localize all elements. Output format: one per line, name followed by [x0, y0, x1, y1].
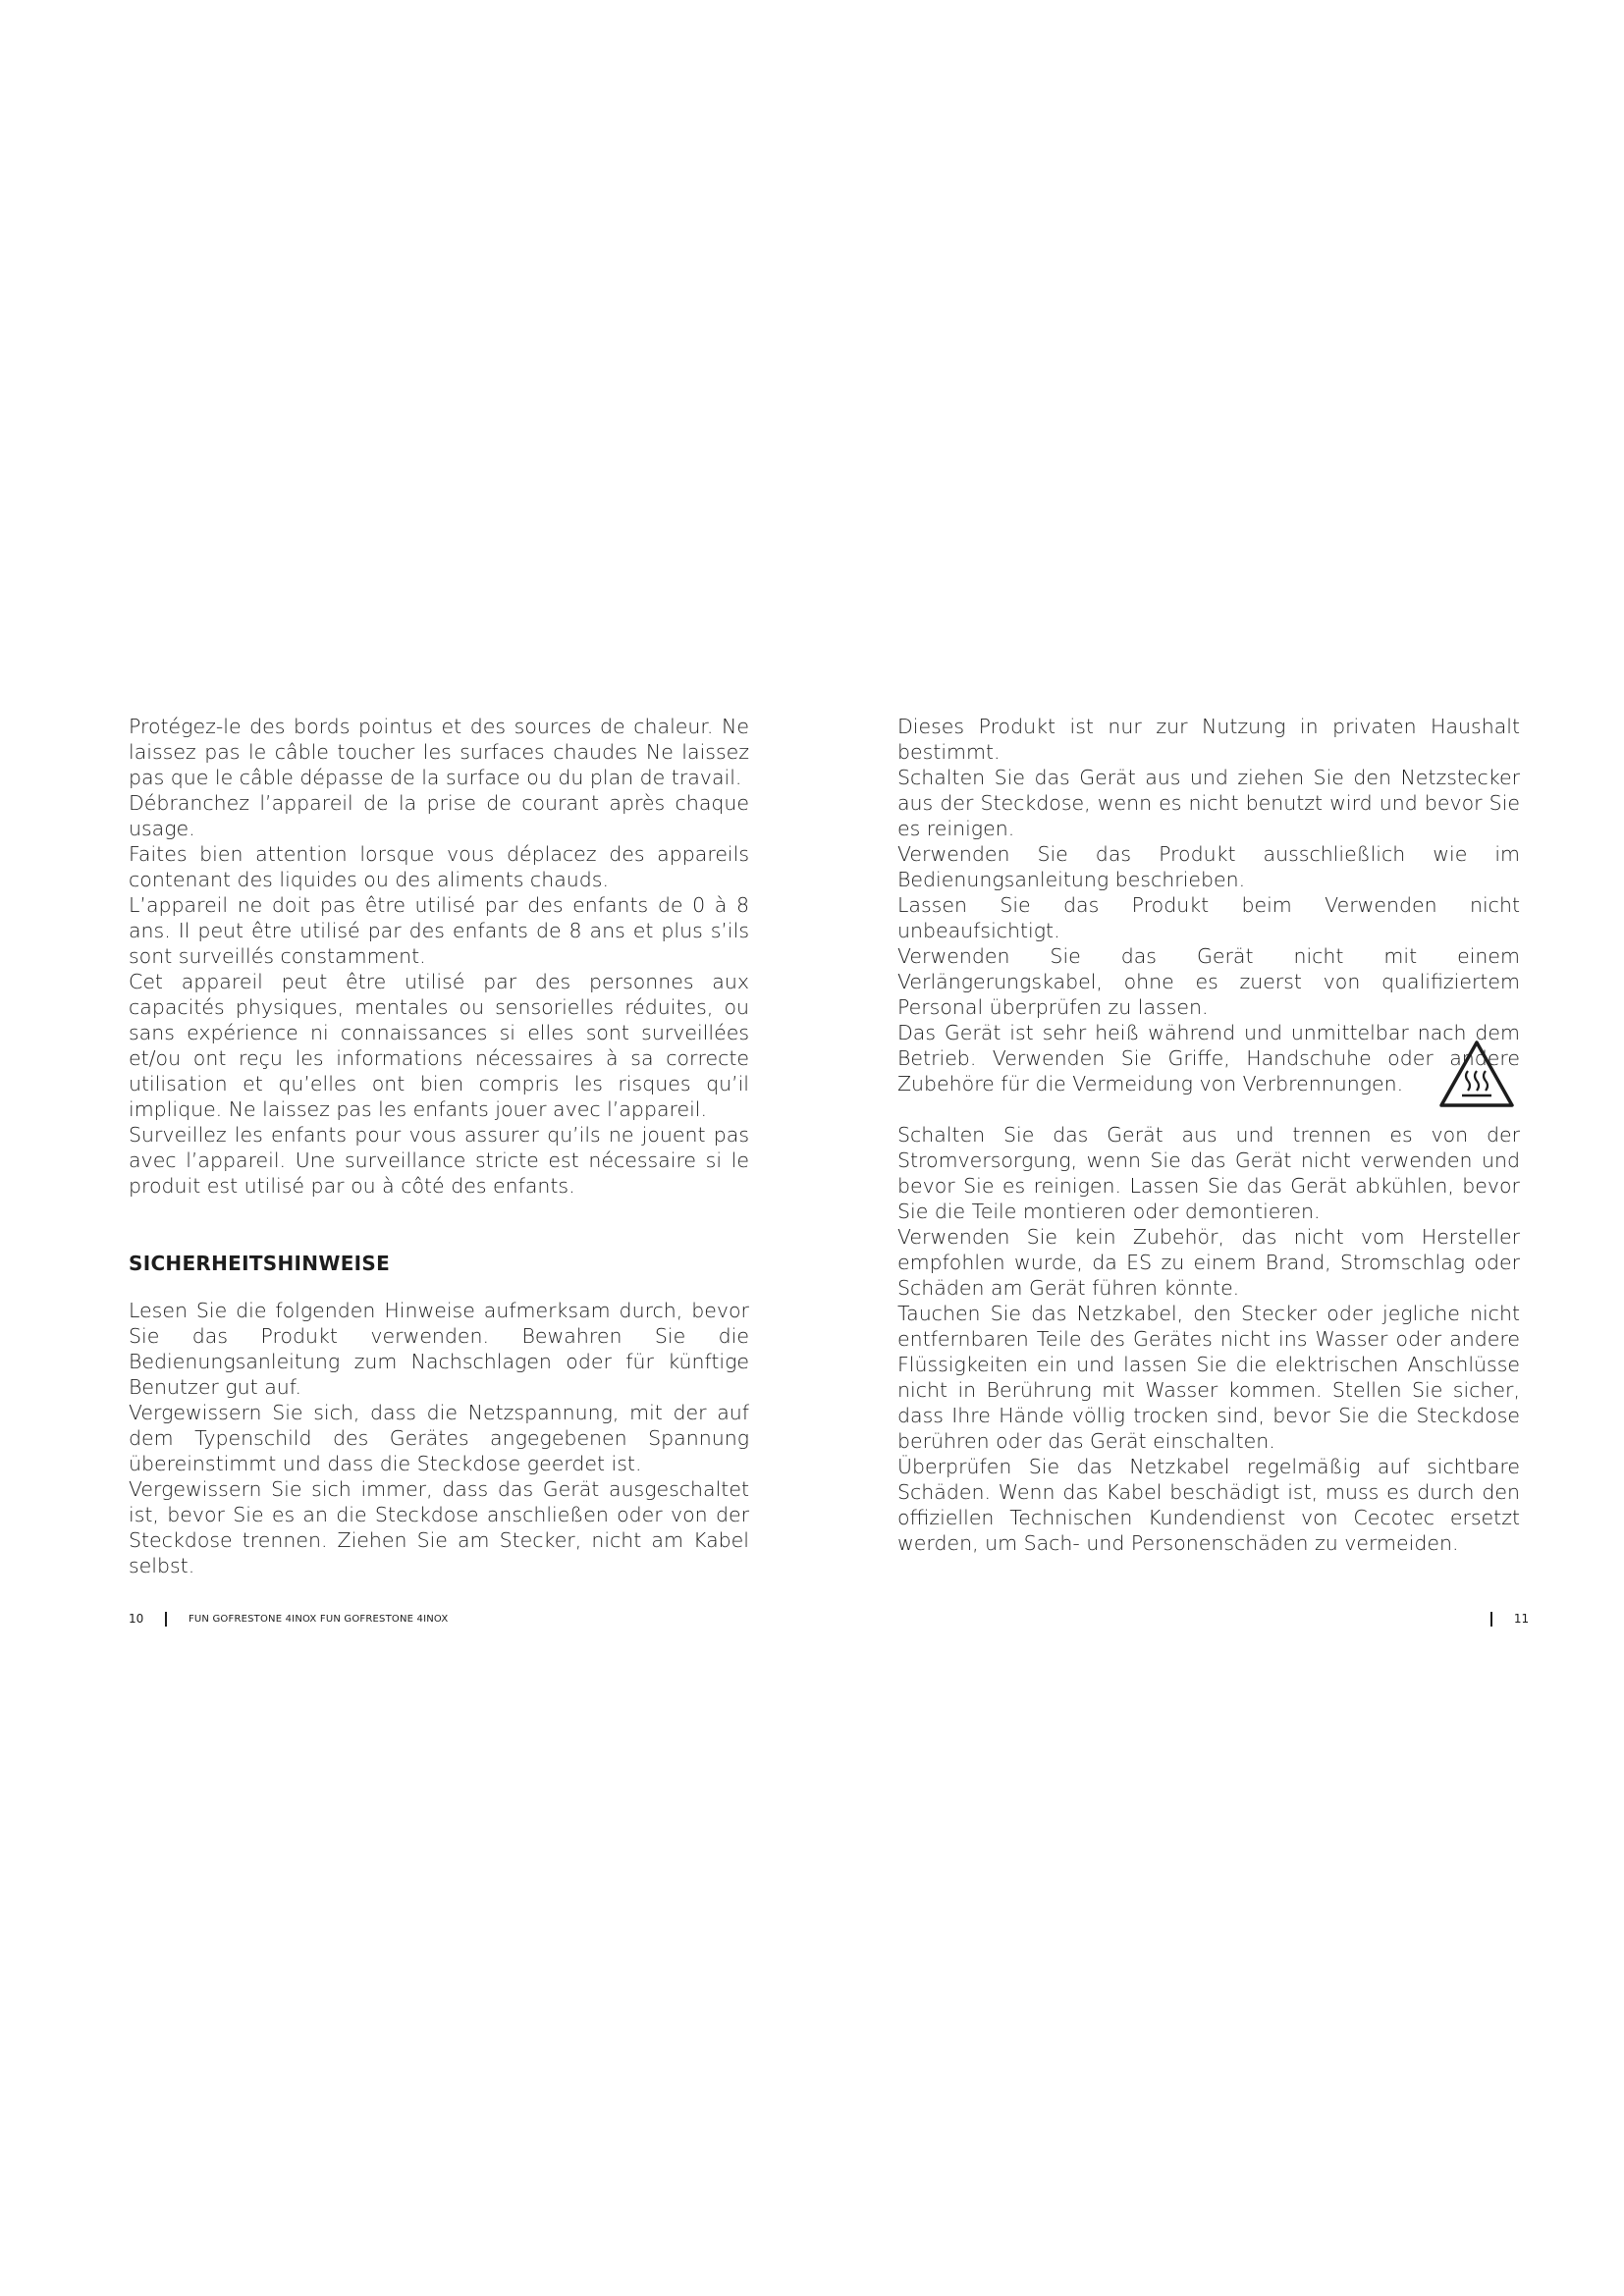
- paragraph: Verwenden Sie das Produkt ausschließlich wie im Bedienungsanleitung beschrieben.: [897, 842, 1520, 891]
- footer-divider: [1490, 1612, 1492, 1627]
- paragraph: Das Gerät ist sehr heiß während und unmittelbar nach dem Betrieb. Verwenden Sie Griffe, Handschuhe oder andere Zubehöre für die Vermeidung von Verbrennungen.: [897, 1021, 1520, 1095]
- footer-brand: FUN GOFRESTONE 4INOX FUN GOFRESTONE 4INOX: [188, 1614, 449, 1625]
- paragraph: Vergewissern Sie sich, dass die Netzspannung, mit der auf dem Typenschild des Gerätes angegebenen Spannung übereinstimmt und dass die Steckdose geerdet ist.: [129, 1401, 749, 1475]
- left-column-french: [129, 714, 749, 1199]
- paragraph: Cet appareil peut être utilisé par des personnes aux capacités physiques, mentales ou sensorielles réduites, ou sans expérience ni connaissances si elles sont surveillées et/ou ont reçu les informations nécessaires à sa correcte utilisation et qu’elles ont bien compris les risques qu’il implique. Ne laissez pas les enfants jouer avec l’appareil.: [129, 970, 749, 1121]
- right-column: [897, 714, 1520, 1556]
- paragraph: Vergewissern Sie sich immer, dass das Gerät ausgeschaltet ist, bevor Sie es an die Steckdose anschließen oder von der Steckdose trennen. Ziehen Sie am Stecker, nicht am Kabel selbst.: [129, 1477, 749, 1577]
- paragraph: Faites bien attention lorsque vous déplacez des appareils contenant des liquides ou des aliments chauds.: [129, 842, 749, 891]
- paragraph: Verwenden Sie das Gerät nicht mit einem Verlängerungskabel, ohne es zuerst von qualifiziertem Personal überprüfen zu lassen.: [897, 944, 1520, 1019]
- hot-surface-warning-icon: [1437, 1039, 1516, 1109]
- paragraph: Tauchen Sie das Netzkabel, den Stecker oder jegliche nicht entfernbaren Teile des Gerätes nicht ins Wasser oder andere Flüssigkeiten ein und lassen Sie die elektrischen Anschlüsse nicht in Berührung mit Wasser kommen. Stellen Sie sicher, dass Ihre Hände völlig trocken sind, bevor Sie die Steckdose berühren oder das Gerät einschalten.: [897, 1302, 1520, 1453]
- footer-left: [129, 1612, 448, 1627]
- paragraph: Lassen Sie das Produkt beim Verwenden nicht unbeaufsichtigt.: [897, 893, 1520, 942]
- page-number: 11: [1513, 1612, 1530, 1626]
- left-column-german: [129, 1298, 749, 1578]
- paragraph: Surveillez les enfants pour vous assurer qu’ils ne jouent pas avec l’appareil. Une surveillance stricte est nécessaire si le produit est utilisé par ou à côté des enfants.: [129, 1123, 749, 1198]
- paragraph: Débranchez l’appareil de la prise de courant après chaque usage.: [129, 791, 749, 840]
- footer-right: [1473, 1612, 1529, 1627]
- paragraph: Schalten Sie das Gerät aus und ziehen Sie den Netzstecker aus der Steckdose, wenn es nicht benutzt wird und bevor Sie es reinigen.: [897, 766, 1520, 840]
- paragraph: Überprüfen Sie das Netzkabel regelmäßig auf sichtbare Schäden. Wenn das Kabel beschädigt ist, muss es durch den offiziellen Technischen Kundendienst von Cecotec ersetzt werden, um Sach- und Personenschäden zu vermeiden.: [897, 1455, 1520, 1555]
- spacer: [897, 1096, 1520, 1122]
- footer-divider: [165, 1612, 167, 1627]
- paragraph: L’appareil ne doit pas être utilisé par des enfants de 0 à 8 ans. Il peut être utilisé par des enfants de 8 ans et plus s’ils sont surveillés constamment.: [129, 893, 749, 968]
- paragraph: Protégez-le des bords pointus et des sources de chaleur. Ne laissez pas le câble toucher les surfaces chaudes Ne laissez pas que le câble dépasse de la surface ou du plan de travail.: [129, 715, 749, 789]
- paragraph: Dieses Produkt ist nur zur Nutzung in privaten Haushalt bestimmt.: [897, 715, 1520, 764]
- section-heading: SICHERHEITSHINWEISE: [129, 1252, 391, 1275]
- page-number: 10: [129, 1612, 144, 1626]
- paragraph: Lesen Sie die folgenden Hinweise aufmerksam durch, bevor Sie das Produkt verwenden. Bewahren Sie die Bedienungsanleitung zum Nachschlagen oder für künftige Benutzer gut auf.: [129, 1299, 749, 1399]
- paragraph: Schalten Sie das Gerät aus und trennen es von der Stromversorgung, wenn Sie das Gerät nicht verwenden und bevor Sie es reinigen. Lassen Sie das Gerät abkühlen, bevor Sie die Teile montieren oder demontieren.: [897, 1123, 1520, 1223]
- paragraph: Verwenden Sie kein Zubehör, das nicht vom Hersteller empfohlen wurde, da ES zu einem Brand, Stromschlag oder Schäden am Gerät führen könnte.: [897, 1225, 1520, 1300]
